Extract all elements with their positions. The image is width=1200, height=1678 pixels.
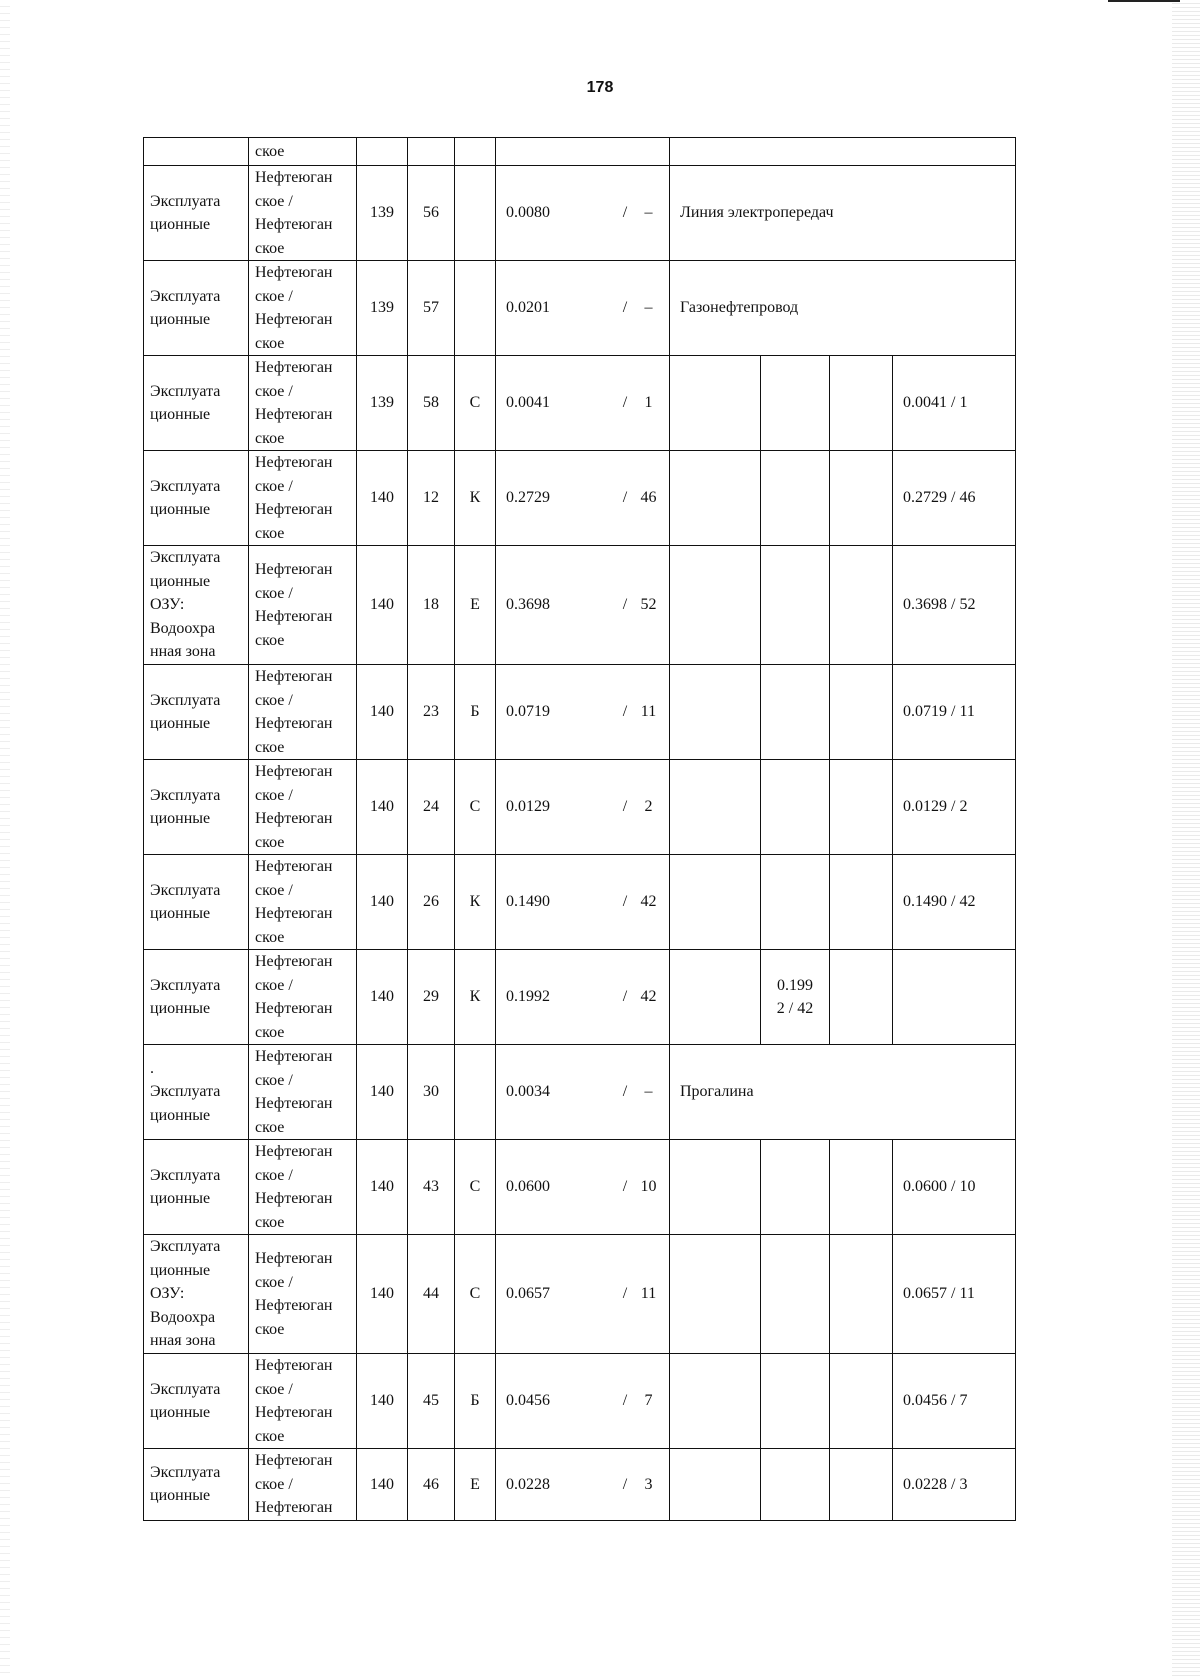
cell-extra-2 <box>761 1449 830 1521</box>
cell-extra-1 <box>670 1354 761 1449</box>
area-separator: / <box>622 1475 628 1493</box>
cell-category <box>455 138 496 166</box>
area-value: 0.0719 <box>506 703 550 721</box>
cell-type: Эксплуата ционные <box>144 950 249 1045</box>
cell-name: Нефтеюган ское / Нефтеюган ское <box>249 760 357 855</box>
table-row <box>144 760 1016 855</box>
cell-extra-1 <box>670 1140 761 1235</box>
table-row <box>144 261 1016 356</box>
area-separator: / <box>622 394 628 412</box>
cell-area <box>496 950 670 1045</box>
cell-category: С <box>455 356 496 451</box>
cell-name: Нефтеюган ское / Нефтеюган ское <box>249 356 357 451</box>
scan-edge-left <box>0 0 10 1678</box>
cell-quarter: 139 <box>357 261 408 356</box>
cell-area <box>496 855 670 950</box>
cell-extra-1 <box>670 665 761 760</box>
cell-vydel: 24 <box>408 760 455 855</box>
area-count: 1 <box>644 394 653 412</box>
area-value: 0.0080 <box>506 204 550 222</box>
cell-extra-2: 0.199 2 / 42 <box>761 950 830 1045</box>
cell-category: Е <box>455 546 496 665</box>
cell-extra-2 <box>761 665 830 760</box>
area-value: 0.1992 <box>506 988 550 1006</box>
cell-type: Эксплуата ционные <box>144 1354 249 1449</box>
area-value: 0.0657 <box>506 1285 550 1303</box>
cell-extra-4: 0.0228 / 3 <box>893 1449 1016 1521</box>
table-row <box>144 1140 1016 1235</box>
cell-extra-1 <box>670 855 761 950</box>
cell-quarter: 140 <box>357 855 408 950</box>
cell-extra-2 <box>761 760 830 855</box>
area-separator: / <box>622 1392 628 1410</box>
cell-vydel: 29 <box>408 950 455 1045</box>
cell-area <box>496 1235 670 1354</box>
cell-extra-1 <box>670 356 761 451</box>
cell-extra-4: 0.0600 / 10 <box>893 1140 1016 1235</box>
area-count: 42 <box>640 893 657 911</box>
cell-name: Нефтеюган ское / Нефтеюган ское <box>249 546 357 665</box>
area-group <box>496 795 669 819</box>
cell-type: Эксплуата ционные <box>144 1449 249 1521</box>
cell-quarter: 140 <box>357 950 408 1045</box>
cell-extra-3 <box>830 855 893 950</box>
area-count: – <box>644 299 653 317</box>
cell-category: С <box>455 760 496 855</box>
cell-type: Эксплуата ционные <box>144 166 249 261</box>
cell-extra-2 <box>761 855 830 950</box>
cell-extra-3 <box>830 546 893 665</box>
area-group <box>496 486 669 510</box>
cell-extra-3 <box>830 1449 893 1521</box>
cell-quarter: 140 <box>357 1354 408 1449</box>
cell-type: Эксплуата ционные <box>144 760 249 855</box>
cell-vydel <box>408 138 455 166</box>
area-count: 7 <box>644 1392 653 1410</box>
table-row <box>144 356 1016 451</box>
area-separator: / <box>622 1083 628 1101</box>
cell-vydel: 26 <box>408 855 455 950</box>
area-group <box>496 700 669 724</box>
cell-quarter: 140 <box>357 665 408 760</box>
cell-area <box>496 1045 670 1140</box>
cell-extra-3 <box>830 950 893 1045</box>
cell-quarter: 140 <box>357 546 408 665</box>
cell-name: ское <box>249 138 357 166</box>
area-separator: / <box>622 489 628 507</box>
area-group <box>496 1389 669 1413</box>
cell-area <box>496 166 670 261</box>
cell-note: Линия электропередач <box>670 166 1016 261</box>
cell-extra-2 <box>761 546 830 665</box>
cell-type <box>144 138 249 166</box>
cell-category <box>455 1045 496 1140</box>
area-group <box>496 1080 669 1104</box>
area-separator: / <box>622 596 628 614</box>
area-count: 42 <box>640 988 657 1006</box>
cell-note <box>670 138 1016 166</box>
area-group <box>496 201 669 225</box>
area-value: 0.0041 <box>506 394 550 412</box>
cell-area <box>496 665 670 760</box>
cell-vydel: 23 <box>408 665 455 760</box>
cell-extra-4: 0.2729 / 46 <box>893 451 1016 546</box>
area-group <box>496 985 669 1009</box>
cell-quarter: 140 <box>357 760 408 855</box>
cell-type: Эксплуата ционные <box>144 665 249 760</box>
cell-name: Нефтеюган ское / Нефтеюган ское <box>249 1140 357 1235</box>
cell-quarter <box>357 138 408 166</box>
cell-extra-3 <box>830 665 893 760</box>
cell-category: Б <box>455 1354 496 1449</box>
area-group <box>496 890 669 914</box>
register-table-body <box>144 138 1016 1521</box>
table-row <box>144 665 1016 760</box>
cell-category: К <box>455 950 496 1045</box>
table-row-continuation <box>144 138 1016 166</box>
area-group <box>496 391 669 415</box>
cell-area <box>496 261 670 356</box>
cell-vydel: 56 <box>408 166 455 261</box>
cell-extra-2 <box>761 1354 830 1449</box>
cell-note: Газонефтепровод <box>670 261 1016 356</box>
area-separator: / <box>622 798 628 816</box>
cell-quarter: 140 <box>357 451 408 546</box>
cell-extra-4: 0.0129 / 2 <box>893 760 1016 855</box>
area-separator: / <box>622 893 628 911</box>
cell-extra-3 <box>830 356 893 451</box>
cell-vydel: 45 <box>408 1354 455 1449</box>
cell-type: Эксплуата ционные <box>144 855 249 950</box>
area-value: 0.0034 <box>506 1083 550 1101</box>
cell-quarter: 140 <box>357 1449 408 1521</box>
cell-category: С <box>455 1235 496 1354</box>
cell-extra-4: 0.3698 / 52 <box>893 546 1016 665</box>
cell-vydel: 57 <box>408 261 455 356</box>
cell-vydel: 18 <box>408 546 455 665</box>
register-table <box>143 137 1016 1521</box>
cell-quarter: 140 <box>357 1045 408 1140</box>
area-count: 52 <box>640 596 657 614</box>
cell-type: Эксплуата ционные <box>144 356 249 451</box>
cell-vydel: 46 <box>408 1449 455 1521</box>
cell-extra-3 <box>830 760 893 855</box>
area-value: 0.3698 <box>506 596 550 614</box>
cell-extra-3 <box>830 1354 893 1449</box>
cell-area <box>496 546 670 665</box>
table-row <box>144 950 1016 1045</box>
cell-category: С <box>455 1140 496 1235</box>
area-value: 0.0456 <box>506 1392 550 1410</box>
cell-quarter: 139 <box>357 356 408 451</box>
area-count: 46 <box>640 489 657 507</box>
area-separator: / <box>622 988 628 1006</box>
cell-quarter: 140 <box>357 1235 408 1354</box>
area-separator: / <box>622 299 628 317</box>
cell-extra-2 <box>761 1235 830 1354</box>
cell-type: . Эксплуата ционные <box>144 1045 249 1140</box>
area-count: 3 <box>644 1475 653 1493</box>
cell-area <box>496 451 670 546</box>
area-separator: / <box>622 1178 628 1196</box>
cell-name: Нефтеюган ское / Нефтеюган ское <box>249 451 357 546</box>
cell-category: К <box>455 451 496 546</box>
area-count: 11 <box>640 1285 657 1303</box>
table-row <box>144 855 1016 950</box>
cell-extra-4: 0.0041 / 1 <box>893 356 1016 451</box>
area-group <box>496 1473 669 1497</box>
area-value: 0.0201 <box>506 299 550 317</box>
cell-name: Нефтеюган ское / Нефтеюган ское <box>249 1354 357 1449</box>
cell-category: Е <box>455 1449 496 1521</box>
cell-extra-3 <box>830 1140 893 1235</box>
table-row <box>144 451 1016 546</box>
area-value: 0.0129 <box>506 798 550 816</box>
cell-extra-4 <box>893 950 1016 1045</box>
cell-vydel: 43 <box>408 1140 455 1235</box>
cell-vydel: 12 <box>408 451 455 546</box>
cell-type: Эксплуата ционные <box>144 1140 249 1235</box>
cell-vydel: 58 <box>408 356 455 451</box>
area-group <box>496 1282 669 1306</box>
cell-extra-1 <box>670 1235 761 1354</box>
cell-extra-2 <box>761 1140 830 1235</box>
cell-extra-3 <box>830 1235 893 1354</box>
cell-type: Эксплуата ционные <box>144 261 249 356</box>
cell-vydel: 30 <box>408 1045 455 1140</box>
cell-extra-1 <box>670 760 761 855</box>
scan-top-bar <box>1108 0 1180 2</box>
table-row <box>144 1235 1016 1354</box>
cell-area <box>496 1449 670 1521</box>
cell-extra-4: 0.0456 / 7 <box>893 1354 1016 1449</box>
cell-name: Нефтеюган ское / Нефтеюган <box>249 1449 357 1521</box>
table-row <box>144 1354 1016 1449</box>
cell-note: Прогалина <box>670 1045 1016 1140</box>
area-separator: / <box>622 204 628 222</box>
area-separator: / <box>622 703 628 721</box>
table-row <box>144 166 1016 261</box>
cell-extra-3 <box>830 451 893 546</box>
scan-edge-right <box>1172 0 1200 1678</box>
cell-vydel: 44 <box>408 1235 455 1354</box>
area-group <box>496 593 669 617</box>
area-count: 2 <box>644 798 653 816</box>
cell-category: К <box>455 855 496 950</box>
cell-extra-1 <box>670 546 761 665</box>
area-count: – <box>644 204 653 222</box>
cell-area <box>496 1354 670 1449</box>
cell-area <box>496 138 670 166</box>
cell-extra-2 <box>761 451 830 546</box>
cell-quarter: 140 <box>357 1140 408 1235</box>
cell-area <box>496 1140 670 1235</box>
area-group <box>496 296 669 320</box>
area-value: 0.0600 <box>506 1178 550 1196</box>
cell-area <box>496 356 670 451</box>
cell-category <box>455 261 496 356</box>
table-row <box>144 1045 1016 1140</box>
cell-quarter: 139 <box>357 166 408 261</box>
cell-extra-4: 0.0657 / 11 <box>893 1235 1016 1354</box>
cell-category: Б <box>455 665 496 760</box>
cell-area <box>496 760 670 855</box>
area-count: 10 <box>640 1178 657 1196</box>
cell-name: Нефтеюган ское / Нефтеюган ское <box>249 261 357 356</box>
area-count: 11 <box>640 703 657 721</box>
cell-extra-1 <box>670 950 761 1045</box>
table-row <box>144 546 1016 665</box>
cell-type: Эксплуата ционные ОЗУ: Водоохра нная зона <box>144 1235 249 1354</box>
cell-type: Эксплуата ционные <box>144 451 249 546</box>
area-separator: / <box>622 1285 628 1303</box>
cell-name: Нефтеюган ское / Нефтеюган ское <box>249 855 357 950</box>
area-value: 0.2729 <box>506 489 550 507</box>
cell-name: Нефтеюган ское / Нефтеюган ское <box>249 665 357 760</box>
cell-extra-1 <box>670 1449 761 1521</box>
area-value: 0.0228 <box>506 1475 550 1493</box>
cell-name: Нефтеюган ское / Нефтеюган ское <box>249 950 357 1045</box>
cell-extra-2 <box>761 356 830 451</box>
area-group <box>496 1175 669 1199</box>
cell-extra-4: 0.1490 / 42 <box>893 855 1016 950</box>
cell-category <box>455 166 496 261</box>
cell-name: Нефтеюган ское / Нефтеюган ское <box>249 166 357 261</box>
cell-type: Эксплуата ционные ОЗУ: Водоохра нная зона <box>144 546 249 665</box>
area-value: 0.1490 <box>506 893 550 911</box>
area-count: – <box>644 1083 653 1101</box>
cell-name: Нефтеюган ское / Нефтеюган ское <box>249 1235 357 1354</box>
cell-name: Нефтеюган ское / Нефтеюган ское <box>249 1045 357 1140</box>
page-number: 178 <box>586 79 614 96</box>
table-row <box>144 1449 1016 1521</box>
cell-extra-1 <box>670 451 761 546</box>
cell-extra-4: 0.0719 / 11 <box>893 665 1016 760</box>
